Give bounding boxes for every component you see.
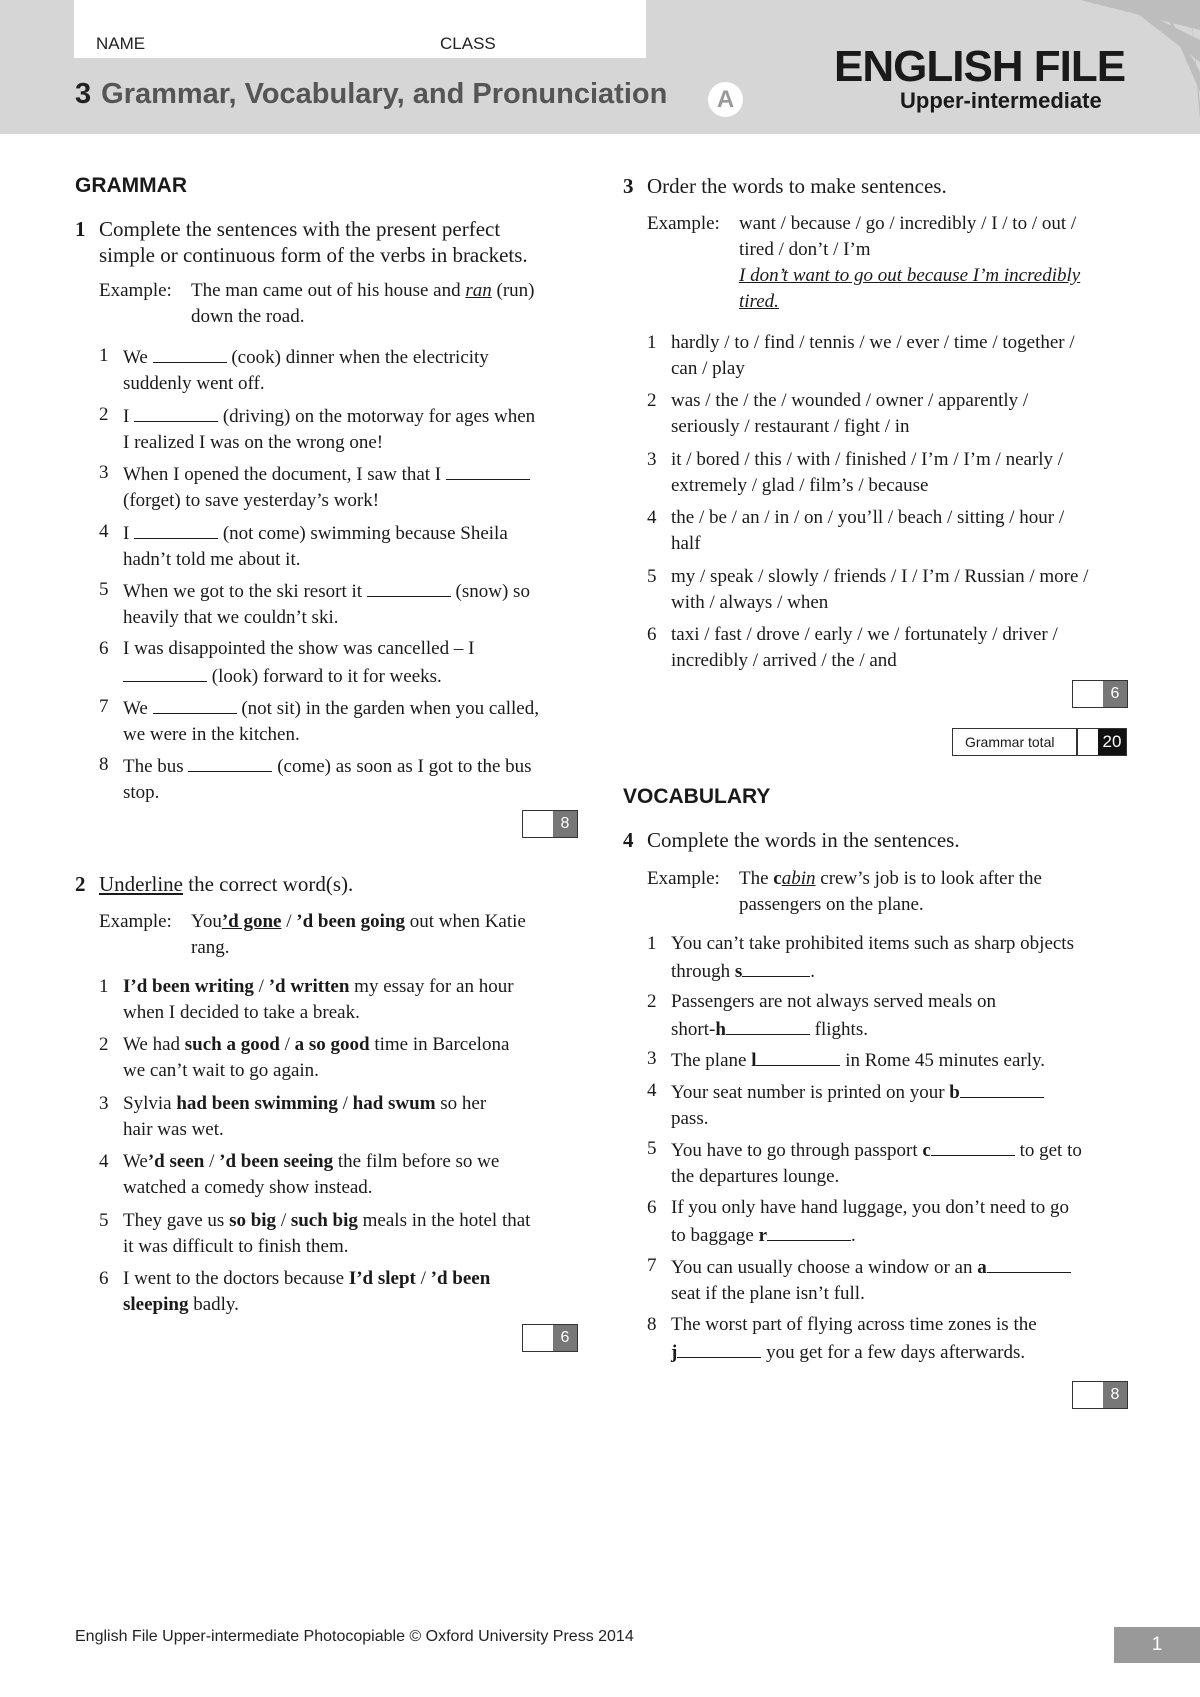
item-number: 5 bbox=[99, 579, 109, 600]
answer-blank[interactable] bbox=[446, 460, 530, 480]
list-item bbox=[99, 752, 593, 806]
option-2[interactable]: such big bbox=[290, 1210, 358, 1231]
list-item bbox=[647, 1136, 1141, 1190]
first-letter: l bbox=[751, 1050, 757, 1071]
exercise-3-title bbox=[623, 173, 1127, 199]
item-text: . bbox=[810, 961, 816, 982]
instruction-text: Order the words to make sentences. bbox=[647, 174, 947, 198]
answer-blank[interactable] bbox=[123, 662, 207, 682]
item-text: (look) forward to it for weeks. bbox=[207, 666, 442, 687]
item-number: 3 bbox=[647, 449, 657, 470]
item-text: You can usually choose a window or an bbox=[671, 1257, 978, 1278]
example-answer: tired. bbox=[739, 291, 779, 312]
item-text: with / always / when bbox=[671, 592, 829, 613]
option-1[interactable]: ’d seen bbox=[147, 1151, 205, 1172]
item-number: 3 bbox=[99, 462, 109, 483]
total-divider bbox=[1076, 729, 1078, 755]
answer-blank[interactable] bbox=[756, 1046, 840, 1066]
instruction-line: Complete the sentences with the present perfect bbox=[99, 217, 501, 241]
score-value: 6 bbox=[553, 1325, 577, 1351]
item-text: pass. bbox=[671, 1108, 709, 1129]
score-value: 8 bbox=[1103, 1382, 1127, 1408]
item-text: You can’t take prohibited items such as sharp objects bbox=[671, 933, 1074, 954]
answer-blank[interactable] bbox=[153, 694, 237, 714]
list-item bbox=[99, 1266, 593, 1318]
instruction-line: simple or continuous form of the verbs in brackets. bbox=[99, 243, 528, 267]
option-2[interactable]: ’d been seeing bbox=[219, 1151, 334, 1172]
example-pre: You bbox=[191, 911, 222, 932]
grammar-total-label: Grammar total bbox=[965, 734, 1055, 750]
separator: / bbox=[253, 976, 269, 997]
item-text: I went to the doctors because bbox=[123, 1268, 349, 1289]
item-text: seat if the plane isn’t full. bbox=[671, 1283, 865, 1304]
example-line-2: passengers on the plane. bbox=[739, 894, 924, 915]
item-number: 5 bbox=[647, 1138, 657, 1159]
item-number: 2 bbox=[647, 991, 657, 1012]
score-box[interactable] bbox=[1072, 1381, 1128, 1409]
first-letter: j bbox=[671, 1342, 678, 1363]
item-text: You have to go through passport bbox=[671, 1140, 923, 1161]
item-text: the / be / an / in / on / you’ll / beach / sitting / hour / bbox=[671, 507, 1065, 528]
option-1[interactable]: I’d slept bbox=[348, 1268, 416, 1289]
item-text: The plane bbox=[671, 1050, 752, 1071]
vocabulary-heading: VOCABULARY bbox=[623, 785, 771, 808]
item-number: 1 bbox=[99, 345, 109, 366]
option-1[interactable]: such a good bbox=[184, 1034, 280, 1055]
grammar-total-box[interactable] bbox=[952, 728, 1127, 756]
example-post: crew’s job is to look after the bbox=[815, 868, 1042, 889]
item-text: incredibly / arrived / the / and bbox=[671, 650, 897, 671]
example-answer: abin bbox=[781, 868, 816, 889]
list-item bbox=[647, 564, 1131, 616]
option-1[interactable]: so big bbox=[229, 1210, 277, 1231]
list-item bbox=[647, 447, 1131, 499]
list-item bbox=[99, 343, 593, 397]
exercise-number: 3 bbox=[623, 174, 634, 198]
item-number: 2 bbox=[99, 1034, 109, 1055]
separator: / bbox=[337, 1093, 353, 1114]
answer-blank[interactable] bbox=[367, 577, 451, 597]
example-post: out when Katie bbox=[405, 911, 526, 932]
exercise-number: 2 bbox=[75, 872, 86, 896]
item-text: extremely / glad / film’s / because bbox=[671, 475, 929, 496]
item-number: 1 bbox=[99, 976, 109, 997]
item-text: I realized I was on the wrong one! bbox=[123, 432, 384, 453]
item-text: watched a comedy show instead. bbox=[123, 1177, 373, 1198]
list-item bbox=[99, 1208, 593, 1260]
item-text: Passengers are not always served meals on bbox=[671, 991, 997, 1012]
item-text: We had bbox=[123, 1034, 185, 1055]
example-line-2: down the road. bbox=[191, 306, 305, 327]
list-item bbox=[647, 330, 1131, 382]
example-letter: c bbox=[773, 868, 782, 889]
separator: / bbox=[204, 1151, 220, 1172]
item-number: 6 bbox=[99, 638, 109, 659]
item-text: to baggage bbox=[671, 1225, 759, 1246]
list-item bbox=[647, 1046, 1141, 1074]
answer-blank[interactable] bbox=[188, 752, 272, 772]
item-text: time in Barcelona bbox=[369, 1034, 510, 1055]
option-1[interactable]: had been swimming bbox=[176, 1093, 338, 1114]
lesson-badge: A bbox=[708, 82, 743, 117]
example-label: Example: bbox=[647, 868, 720, 889]
item-text: we can’t wait to go again. bbox=[123, 1060, 319, 1081]
separator: / bbox=[279, 1034, 295, 1055]
example-words: tired / don’t / I’m bbox=[739, 239, 871, 260]
first-letter: b bbox=[949, 1082, 960, 1103]
item-text: stop. bbox=[123, 782, 160, 803]
answer-blank[interactable] bbox=[767, 1221, 851, 1241]
example-text bbox=[739, 866, 1042, 918]
item-number: 5 bbox=[99, 1210, 109, 1231]
separator: / bbox=[415, 1268, 431, 1289]
exercise-number: 4 bbox=[623, 828, 634, 852]
exercise-1-example bbox=[99, 278, 589, 332]
list-item bbox=[647, 931, 1141, 985]
item-text: The worst part of flying across time zones is the bbox=[671, 1314, 1037, 1335]
answer-blank[interactable] bbox=[677, 1338, 761, 1358]
item-text: my / speak / slowly / friends / I / I’m / Russian / more / bbox=[671, 566, 1089, 587]
first-letter: h bbox=[715, 1019, 726, 1040]
item-text: taxi / fast / drove / early / we / fortunately / driver / bbox=[671, 624, 1058, 645]
score-box[interactable] bbox=[522, 810, 578, 838]
first-letter: s bbox=[734, 961, 743, 982]
answer-blank[interactable] bbox=[134, 402, 218, 422]
list-item bbox=[647, 1253, 1141, 1307]
grammar-heading: GRAMMAR bbox=[75, 174, 187, 197]
page-number: 1 bbox=[1114, 1627, 1200, 1663]
item-number: 4 bbox=[647, 1080, 657, 1101]
separator: / bbox=[276, 1210, 291, 1231]
item-text: so her bbox=[435, 1093, 487, 1114]
exercise-4-title bbox=[623, 827, 1127, 853]
item-text: in Rome 45 minutes early. bbox=[840, 1050, 1046, 1071]
option-2[interactable]: a so good bbox=[294, 1034, 370, 1055]
list-item bbox=[99, 974, 593, 1026]
answer-blank[interactable] bbox=[931, 1136, 1015, 1156]
separator: / bbox=[281, 911, 297, 932]
item-text: . bbox=[851, 1225, 856, 1246]
item-number: 4 bbox=[647, 507, 657, 528]
item-text: When I opened the document, I saw that I bbox=[123, 464, 446, 485]
answer-blank[interactable] bbox=[726, 1015, 810, 1035]
example-pre: The bbox=[739, 868, 774, 889]
example-post: (run) bbox=[491, 280, 535, 301]
first-letter: c bbox=[922, 1140, 931, 1161]
item-number: 6 bbox=[647, 1197, 657, 1218]
item-text: we were in the kitchen. bbox=[123, 724, 300, 745]
item-text: (forget) to save yesterday’s work! bbox=[123, 490, 380, 511]
item-number: 3 bbox=[99, 1093, 109, 1114]
instruction-underline: Underline bbox=[99, 872, 183, 896]
answer-blank[interactable] bbox=[134, 519, 218, 539]
item-text: Your seat number is printed on your bbox=[671, 1082, 950, 1103]
item-number: 2 bbox=[647, 390, 657, 411]
example-label: Example: bbox=[99, 911, 172, 932]
item-number: 6 bbox=[647, 624, 657, 645]
item-text: through bbox=[671, 961, 735, 982]
item-text: I was disappointed the show was cancelled – I bbox=[123, 638, 475, 659]
exercise-number: 1 bbox=[75, 217, 86, 241]
instruction-text: the correct word(s). bbox=[182, 872, 354, 896]
example-answer: ran bbox=[465, 280, 492, 301]
exercise-2-example bbox=[99, 909, 589, 963]
item-text: seriously / restaurant / fight / in bbox=[671, 416, 910, 437]
example-text bbox=[191, 278, 535, 330]
list-item bbox=[99, 460, 593, 514]
list-item bbox=[99, 577, 593, 631]
item-number: 1 bbox=[647, 332, 657, 353]
exercise-2-title bbox=[75, 871, 589, 897]
item-text: can / play bbox=[671, 358, 745, 379]
item-text: when I decided to take a break. bbox=[123, 1002, 360, 1023]
item-text: flights. bbox=[809, 1019, 868, 1040]
list-item bbox=[647, 989, 1141, 1043]
item-text: We bbox=[123, 347, 153, 368]
list-item bbox=[647, 1195, 1141, 1249]
item-text: (driving) on the motorway for ages when bbox=[218, 406, 536, 427]
list-item bbox=[647, 388, 1131, 440]
list-item bbox=[647, 1078, 1141, 1132]
answer-blank[interactable] bbox=[960, 1078, 1044, 1098]
item-text: hadn’t told me about it. bbox=[123, 549, 301, 570]
item-text: heavily that we couldn’t ski. bbox=[123, 607, 339, 628]
option-2[interactable]: ’d been bbox=[430, 1268, 491, 1289]
first-letter: a bbox=[977, 1257, 987, 1278]
first-letter: r bbox=[758, 1225, 768, 1246]
item-number: 8 bbox=[647, 1314, 657, 1335]
example-words: want / because / go / incredibly / I / to / out / bbox=[739, 213, 1077, 234]
example-label: Example: bbox=[99, 280, 172, 301]
header-band bbox=[0, 0, 1200, 134]
grammar-total-value: 20 bbox=[1098, 729, 1126, 755]
item-text: half bbox=[671, 533, 701, 554]
brand-level: Upper-intermediate bbox=[900, 88, 1102, 113]
answer-blank[interactable] bbox=[987, 1253, 1071, 1273]
list-item bbox=[99, 636, 593, 690]
score-value: 6 bbox=[1103, 681, 1127, 707]
list-item bbox=[99, 694, 593, 748]
item-text: Sylvia bbox=[123, 1093, 177, 1114]
item-text: hardly / to / find / tennis / we / ever / time / together / bbox=[671, 332, 1075, 353]
item-text: When we got to the ski resort it bbox=[123, 581, 367, 602]
list-item bbox=[99, 519, 593, 573]
item-text: my essay for an hour bbox=[349, 976, 514, 997]
item-text: (not sit) in the garden when you called, bbox=[236, 698, 539, 719]
instruction-text: Complete the words in the sentences. bbox=[647, 828, 960, 852]
name-class-strip bbox=[74, 0, 646, 58]
name-label: NAME bbox=[96, 34, 146, 53]
list-item bbox=[99, 1149, 593, 1201]
item-number: 6 bbox=[99, 1268, 109, 1289]
item-text: the film before so we bbox=[333, 1151, 500, 1172]
item-number: 7 bbox=[99, 696, 109, 717]
unit-title-text: Grammar, Vocabulary, and Pronunciation bbox=[101, 78, 668, 110]
score-box[interactable] bbox=[522, 1324, 578, 1352]
item-text: you get for a few days afterwards. bbox=[761, 1342, 1026, 1363]
score-box[interactable] bbox=[1072, 680, 1128, 708]
example-answer: ’d gone bbox=[221, 911, 282, 932]
item-text: (come) as soon as I got to the bus bbox=[272, 756, 532, 777]
footer-book-title: English File Upper-intermediate bbox=[75, 1628, 300, 1645]
example-answer: I don’t want to go out because I’m incredibly bbox=[739, 265, 1081, 286]
item-text: We bbox=[123, 1151, 148, 1172]
item-text: to get to bbox=[1014, 1140, 1082, 1161]
item-text: badly. bbox=[188, 1294, 239, 1315]
option-2-continued[interactable]: sleeping bbox=[123, 1294, 189, 1315]
list-item bbox=[99, 1032, 593, 1084]
list-item bbox=[647, 622, 1131, 674]
item-text: it / bored / this / with / finished / I’m / I’m / nearly / bbox=[671, 449, 1064, 470]
example-text bbox=[739, 211, 1080, 315]
item-text: (snow) so bbox=[450, 581, 530, 602]
option-2[interactable]: had swum bbox=[352, 1093, 436, 1114]
option-2[interactable]: ’d written bbox=[268, 976, 350, 997]
footer-rights: Photocopiable © Oxford University Press 2014 bbox=[299, 1628, 634, 1645]
item-number: 8 bbox=[99, 754, 109, 775]
item-text: (cook) dinner when the electricity bbox=[226, 347, 489, 368]
answer-blank[interactable] bbox=[742, 957, 810, 977]
answer-blank[interactable] bbox=[153, 343, 227, 363]
item-number: 7 bbox=[647, 1255, 657, 1276]
example-option: ’d been going bbox=[296, 911, 406, 932]
item-number: 4 bbox=[99, 1151, 109, 1172]
unit-number: 3 bbox=[75, 78, 92, 110]
brand-logo: ENGLISH FILE bbox=[834, 42, 1126, 91]
item-number: 3 bbox=[647, 1048, 657, 1069]
class-label: CLASS bbox=[440, 34, 496, 53]
example-pre: The man came out of his house and bbox=[191, 280, 466, 301]
option-1[interactable]: I’d been writing bbox=[123, 976, 254, 997]
item-text: The bus bbox=[123, 756, 189, 777]
example-line-2: rang. bbox=[191, 937, 230, 958]
example-text bbox=[191, 909, 526, 961]
item-text: They gave us bbox=[123, 1210, 230, 1231]
score-value: 8 bbox=[553, 811, 577, 837]
example-label: Example: bbox=[647, 213, 720, 234]
item-text: (not come) swimming because Sheila bbox=[218, 523, 508, 544]
exercise-3-example bbox=[647, 211, 1127, 319]
page-title bbox=[75, 78, 667, 111]
item-number: 4 bbox=[99, 521, 109, 542]
item-text: short- bbox=[671, 1019, 716, 1040]
item-number: 5 bbox=[647, 566, 657, 587]
item-text: If you only have hand luggage, you don’t need to go bbox=[671, 1197, 1070, 1218]
item-text: I bbox=[123, 406, 135, 427]
item-text: hair was wet. bbox=[123, 1119, 224, 1140]
item-number: 2 bbox=[99, 404, 109, 425]
item-text: I bbox=[123, 523, 135, 544]
item-text: it was difficult to finish them. bbox=[123, 1236, 349, 1257]
list-item bbox=[99, 1091, 593, 1143]
item-text: was / the / the / wounded / owner / apparently / bbox=[671, 390, 1029, 411]
item-text: We bbox=[123, 698, 153, 719]
footer-copyright bbox=[75, 1628, 634, 1646]
list-item bbox=[99, 402, 593, 456]
list-item bbox=[647, 1312, 1141, 1366]
item-number: 1 bbox=[647, 933, 657, 954]
exercise-1-title bbox=[75, 216, 589, 268]
item-text: the departures lounge. bbox=[671, 1166, 840, 1187]
item-text: meals in the hotel that bbox=[357, 1210, 531, 1231]
list-item bbox=[647, 505, 1131, 557]
item-text: suddenly went off. bbox=[123, 373, 265, 394]
exercise-4-example bbox=[647, 866, 1127, 920]
